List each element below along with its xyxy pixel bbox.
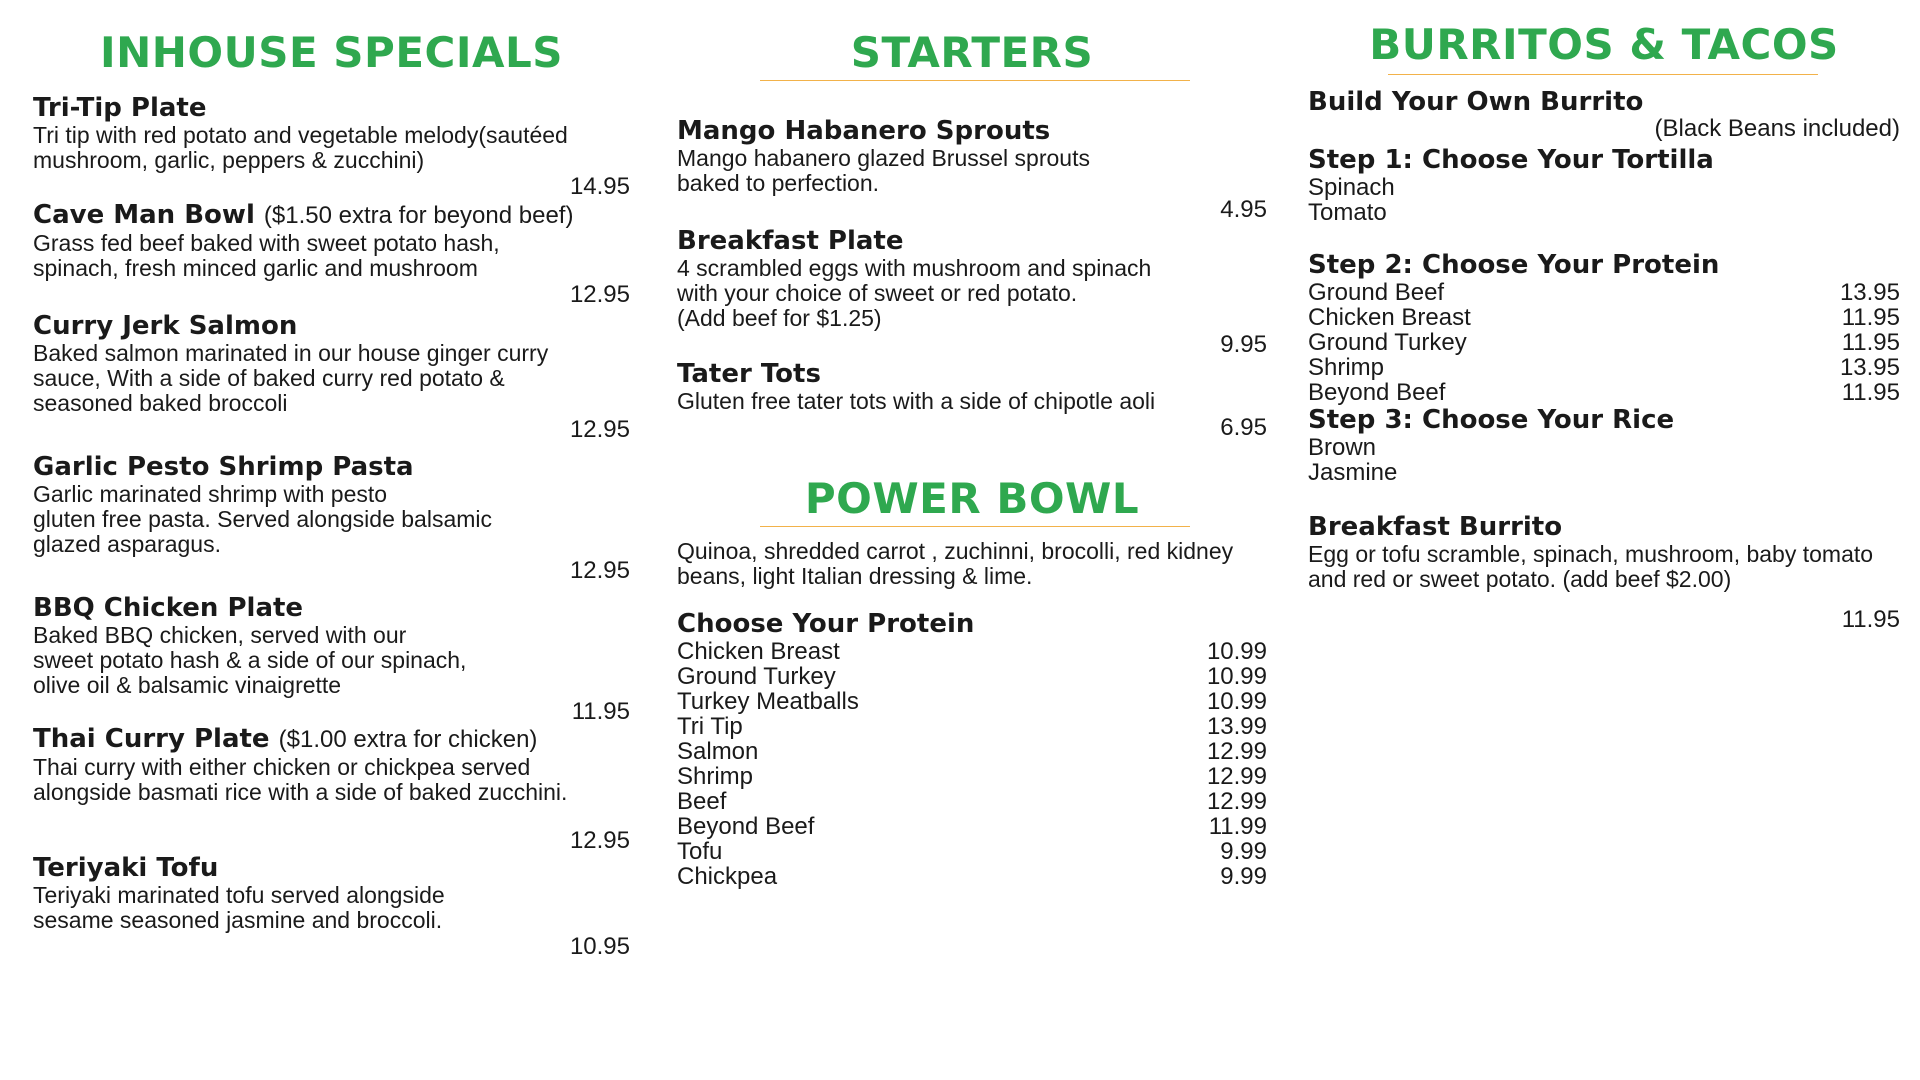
item-description bbox=[677, 389, 1267, 414]
menu-item-cave-man-bowl bbox=[33, 200, 630, 309]
rice-list bbox=[1308, 435, 1900, 485]
step-2-heading: Step 2: Choose Your Protein bbox=[1308, 250, 1720, 280]
item-name: Curry Jerk Salmon bbox=[33, 311, 298, 341]
description-line: Mango habanero glazed Brussel sprouts bbox=[677, 145, 1090, 171]
item-price: 11.95 bbox=[571, 698, 630, 725]
option-price: 11.95 bbox=[1841, 379, 1900, 406]
option-price: 13.95 bbox=[1839, 279, 1900, 306]
description-line: (Add beef for $1.25) bbox=[677, 305, 882, 331]
item-name: Tri-Tip Plate bbox=[33, 93, 207, 123]
description-line: alongside basmati rice with a side of baked zucchini. bbox=[33, 779, 568, 805]
option-name: Shrimp bbox=[677, 763, 754, 790]
item-description bbox=[33, 341, 630, 416]
list-item bbox=[677, 714, 1267, 739]
inhouse-specials-title: INHOUSE SPECIALS bbox=[100, 28, 563, 77]
description-line: Thai curry with either chicken or chickpea served bbox=[33, 754, 531, 780]
option-name: Salmon bbox=[677, 738, 759, 765]
item-name-line bbox=[33, 724, 630, 755]
description-line: spinach, fresh minced garlic and mushroom bbox=[33, 255, 478, 281]
option-price: 10.99 bbox=[1206, 688, 1267, 715]
list-item: Jasmine bbox=[1308, 459, 1398, 486]
list-item bbox=[1308, 280, 1900, 305]
list-item bbox=[677, 814, 1267, 839]
power-bowl-description bbox=[677, 539, 1267, 589]
description-line: Grass fed beef baked with sweet potato hash, bbox=[33, 230, 500, 256]
description-line: olive oil & balsamic vinaigrette bbox=[33, 672, 342, 698]
burritos-tacos-title: BURRITOS & TACOS bbox=[1369, 20, 1839, 69]
description-line: Baked BBQ chicken, served with our bbox=[33, 622, 407, 648]
step-3-heading: Step 3: Choose Your Rice bbox=[1308, 405, 1675, 435]
build-your-own-heading: Build Your Own Burrito bbox=[1308, 87, 1644, 117]
list-item bbox=[1308, 380, 1900, 405]
item-description bbox=[1308, 542, 1900, 592]
description-line: Tri tip with red potato and vegetable melody(sautéed bbox=[33, 122, 568, 148]
starters-title: STARTERS bbox=[850, 28, 1094, 77]
item-price: 12.95 bbox=[569, 281, 630, 308]
description-line: mushroom, garlic, peppers & zucchini) bbox=[33, 147, 425, 173]
list-item bbox=[677, 689, 1267, 714]
item-price: 11.95 bbox=[1841, 606, 1900, 633]
description-line: 4 scrambled eggs with mushroom and spinach bbox=[677, 255, 1152, 281]
option-price: 9.99 bbox=[1220, 863, 1267, 890]
list-item bbox=[677, 739, 1267, 764]
description-line: Quinoa, shredded carrot , zuchinni, brocolli, red kidney bbox=[677, 538, 1234, 564]
description-line: and red or sweet potato. (add beef $2.00) bbox=[1308, 566, 1732, 592]
item-name: Garlic Pesto Shrimp Pasta bbox=[33, 452, 414, 482]
item-description bbox=[677, 256, 1267, 331]
menu-item-curry-jerk-salmon bbox=[33, 311, 630, 444]
description-line: beans, light Italian dressing & lime. bbox=[677, 563, 1033, 589]
menu-item-teriyaki-tofu bbox=[33, 853, 630, 961]
item-name-line bbox=[33, 200, 630, 231]
item-price: 9.95 bbox=[1220, 331, 1267, 358]
power-bowl-protein-heading: Choose Your Protein bbox=[677, 609, 975, 639]
tortilla-list bbox=[1308, 175, 1900, 225]
description-line: sesame seasoned jasmine and broccoli. bbox=[33, 907, 443, 933]
list-item bbox=[677, 789, 1267, 814]
description-line: with your choice of sweet or red potato. bbox=[677, 280, 1078, 306]
list-item: Spinach bbox=[1308, 174, 1395, 201]
power-bowl-divider bbox=[760, 526, 1190, 527]
option-name: Beyond Beef bbox=[677, 813, 815, 840]
description-line: seasoned baked broccoli bbox=[33, 390, 288, 416]
menu-item-breakfast-burrito bbox=[1308, 512, 1900, 634]
option-name: Ground Beef bbox=[1308, 279, 1445, 306]
option-price: 12.99 bbox=[1206, 763, 1267, 790]
option-name: Beyond Beef bbox=[1308, 379, 1446, 406]
option-price: 11.99 bbox=[1208, 813, 1267, 840]
list-item bbox=[677, 764, 1267, 789]
list-item bbox=[677, 864, 1267, 889]
item-description bbox=[677, 146, 1267, 196]
step-1-heading: Step 1: Choose Your Tortilla bbox=[1308, 145, 1714, 175]
description-line: baked to perfection. bbox=[677, 170, 880, 196]
menu-item-breakfast-plate bbox=[677, 226, 1267, 359]
option-name: Chicken Breast bbox=[1308, 304, 1471, 331]
item-note: ($1.00 extra for chicken) bbox=[278, 726, 538, 753]
item-price: 10.95 bbox=[569, 933, 630, 960]
item-name: Breakfast Plate bbox=[677, 226, 904, 256]
menu-item-mango-habanero-sprouts bbox=[677, 116, 1267, 224]
option-price: 12.99 bbox=[1206, 788, 1267, 815]
menu-item-tri-tip-plate bbox=[33, 93, 630, 201]
option-price: 13.99 bbox=[1206, 713, 1267, 740]
menu-item-thai-curry-plate bbox=[33, 724, 630, 855]
option-price: 12.99 bbox=[1206, 738, 1267, 765]
item-description bbox=[33, 482, 630, 557]
option-name: Turkey Meatballs bbox=[677, 688, 859, 715]
option-name: Beef bbox=[677, 788, 727, 815]
item-name: BBQ Chicken Plate bbox=[33, 593, 304, 623]
build-your-own-note: (Black Beans included) bbox=[1654, 115, 1900, 142]
description-line: Baked salmon marinated in our house ginger curry bbox=[33, 340, 549, 366]
item-price: 4.95 bbox=[1220, 196, 1267, 223]
list-item: Brown bbox=[1308, 434, 1377, 461]
description-line: Garlic marinated shrimp with pesto bbox=[33, 481, 388, 507]
description-line: gluten free pasta. Served alongside balsamic bbox=[33, 506, 493, 532]
option-name: Shrimp bbox=[1308, 354, 1385, 381]
item-description bbox=[33, 231, 630, 281]
burritos-tacos-divider bbox=[1388, 74, 1818, 75]
item-name: Teriyaki Tofu bbox=[33, 853, 219, 883]
burritos-tacos-column bbox=[1308, 0, 1900, 634]
starters-column bbox=[677, 0, 1267, 889]
item-note: ($1.50 extra for beyond beef) bbox=[263, 202, 574, 229]
option-price: 9.99 bbox=[1220, 838, 1267, 865]
item-name: Tater Tots bbox=[677, 359, 821, 389]
list-item bbox=[677, 664, 1267, 689]
option-price: 10.99 bbox=[1206, 638, 1267, 665]
item-price: 12.95 bbox=[569, 827, 630, 854]
item-name: Breakfast Burrito bbox=[1308, 512, 1563, 542]
description-line: sweet potato hash & a side of our spinach, bbox=[33, 647, 467, 673]
item-name: Thai Curry Plate bbox=[33, 724, 270, 754]
item-price: 12.95 bbox=[569, 416, 630, 443]
item-description bbox=[33, 623, 630, 698]
item-price: 14.95 bbox=[569, 173, 630, 200]
option-name: Ground Turkey bbox=[1308, 329, 1467, 356]
description-line: glazed asparagus. bbox=[33, 531, 221, 557]
item-description bbox=[33, 123, 630, 173]
description-line: Teriyaki marinated tofu served alongside bbox=[33, 882, 445, 908]
option-name: Chickpea bbox=[677, 863, 778, 890]
item-description bbox=[33, 755, 630, 805]
burrito-protein-list bbox=[1308, 280, 1900, 405]
list-item bbox=[1308, 305, 1900, 330]
description-line: sauce, With a side of baked curry red potato & bbox=[33, 365, 505, 391]
list-item bbox=[1308, 330, 1900, 355]
list-item bbox=[677, 639, 1267, 664]
item-name: Cave Man Bowl bbox=[33, 200, 255, 230]
menu-item-garlic-pesto-shrimp-pasta bbox=[33, 452, 630, 585]
description-line: Egg or tofu scramble, spinach, mushroom, baby tomato bbox=[1308, 541, 1874, 567]
item-price: 12.95 bbox=[569, 557, 630, 584]
option-price: 11.95 bbox=[1841, 329, 1900, 356]
list-item bbox=[677, 839, 1267, 864]
list-item bbox=[1308, 355, 1900, 380]
power-bowl-title: POWER BOWL bbox=[804, 474, 1140, 523]
description-line: Gluten free tater tots with a side of chipotle aoli bbox=[677, 388, 1156, 414]
inhouse-specials-column bbox=[33, 0, 630, 961]
option-price: 13.95 bbox=[1839, 354, 1900, 381]
option-price: 10.99 bbox=[1206, 663, 1267, 690]
starters-divider bbox=[760, 80, 1190, 81]
option-name: Tri Tip bbox=[677, 713, 743, 740]
list-item: Tomato bbox=[1308, 199, 1387, 226]
option-price: 11.95 bbox=[1841, 304, 1900, 331]
item-name: Mango Habanero Sprouts bbox=[677, 116, 1051, 146]
menu-item-tater-tots bbox=[677, 359, 1267, 442]
option-name: Ground Turkey bbox=[677, 663, 836, 690]
item-price: 6.95 bbox=[1220, 414, 1267, 441]
option-name: Tofu bbox=[677, 838, 723, 865]
option-name: Chicken Breast bbox=[677, 638, 840, 665]
item-description bbox=[33, 883, 630, 933]
power-bowl-protein-list bbox=[677, 639, 1267, 889]
menu-item-bbq-chicken-plate bbox=[33, 593, 630, 726]
